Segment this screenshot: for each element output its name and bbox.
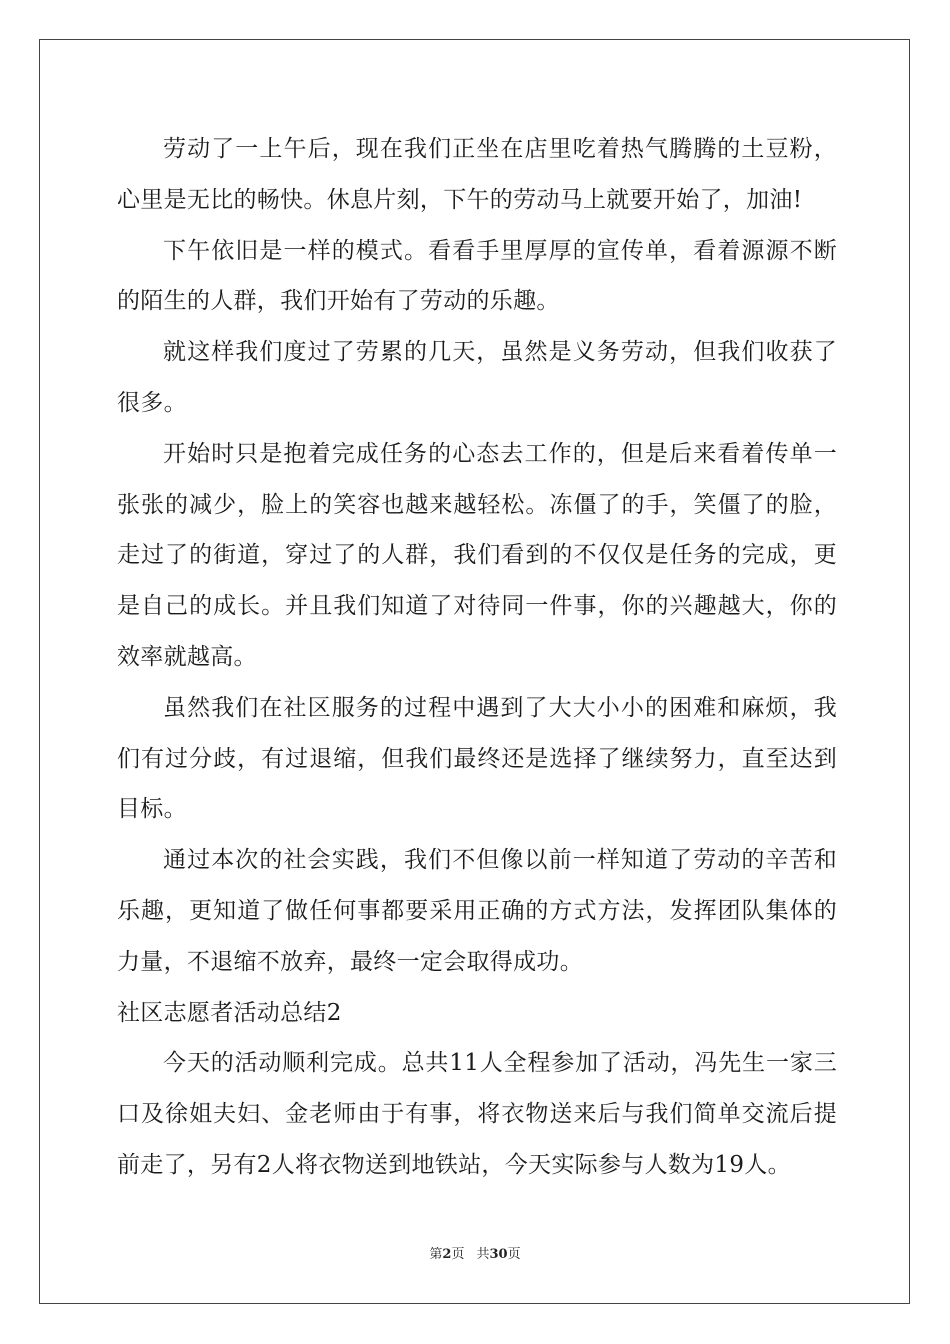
total-suffix: 页	[507, 1247, 521, 1262]
paragraph: 下午依旧是一样的模式。看看手里厚厚的宣传单，看着源源不断的陌生的人群，我们开始有了劳动的乐趣。	[117, 237, 837, 315]
total-prefix: 共	[476, 1247, 490, 1262]
paragraph: 就这样我们度过了劳累的几天，虽然是义务劳动，但我们收获了很多。	[117, 339, 837, 416]
paragraph: 虽然我们在社区服务的过程中遇到了大大小小的困难和麻烦，我们有过分歧，有过退缩，但我们最终还是选择了继续努力，直至达到目标。	[117, 694, 837, 823]
document-body	[117, 124, 837, 1191]
section-heading: 社区志愿者活动总结2	[117, 999, 342, 1026]
page-number: 2	[442, 1247, 452, 1262]
paragraph: 开始时只是抱着完成任务的心态去工作的，但是后来看着传单一张张的减少，脸上的笑容也越来越轻松。冻僵了的手，笑僵了的脸，走过了的街道，穿过了的人群，我们看到的不仅仅是任务的完成，更是自己的成长。并且我们知道了对待同一件事，你的兴趣越大，你的效率就越高。	[117, 440, 837, 670]
paragraph: 今天的活动顺利完成。总共11人全程参加了活动，冯先生一家三口及徐姐夫妇、金老师由于有事，将衣物送来后与我们简单交流后提前走了，另有2人将衣物送到地铁站，今天实际参与人数为19人。	[117, 1050, 837, 1178]
page-prefix: 第	[429, 1247, 443, 1262]
page-footer	[0, 1243, 950, 1262]
paragraph: 劳动了一上午后，现在我们正坐在店里吃着热气腾腾的土豆粉，心里是无比的畅快。休息片刻，下午的劳动马上就要开始了，加油!	[117, 136, 837, 213]
paragraph: 通过本次的社会实践，我们不但像以前一样知道了劳动的辛苦和乐趣，更知道了做任何事都要采用正确的方式方法，发挥团队集体的力量，不退缩不放弃，最终一定会取得成功。	[117, 847, 837, 975]
total-pages: 30	[489, 1247, 508, 1262]
page-suffix: 页	[451, 1247, 465, 1262]
